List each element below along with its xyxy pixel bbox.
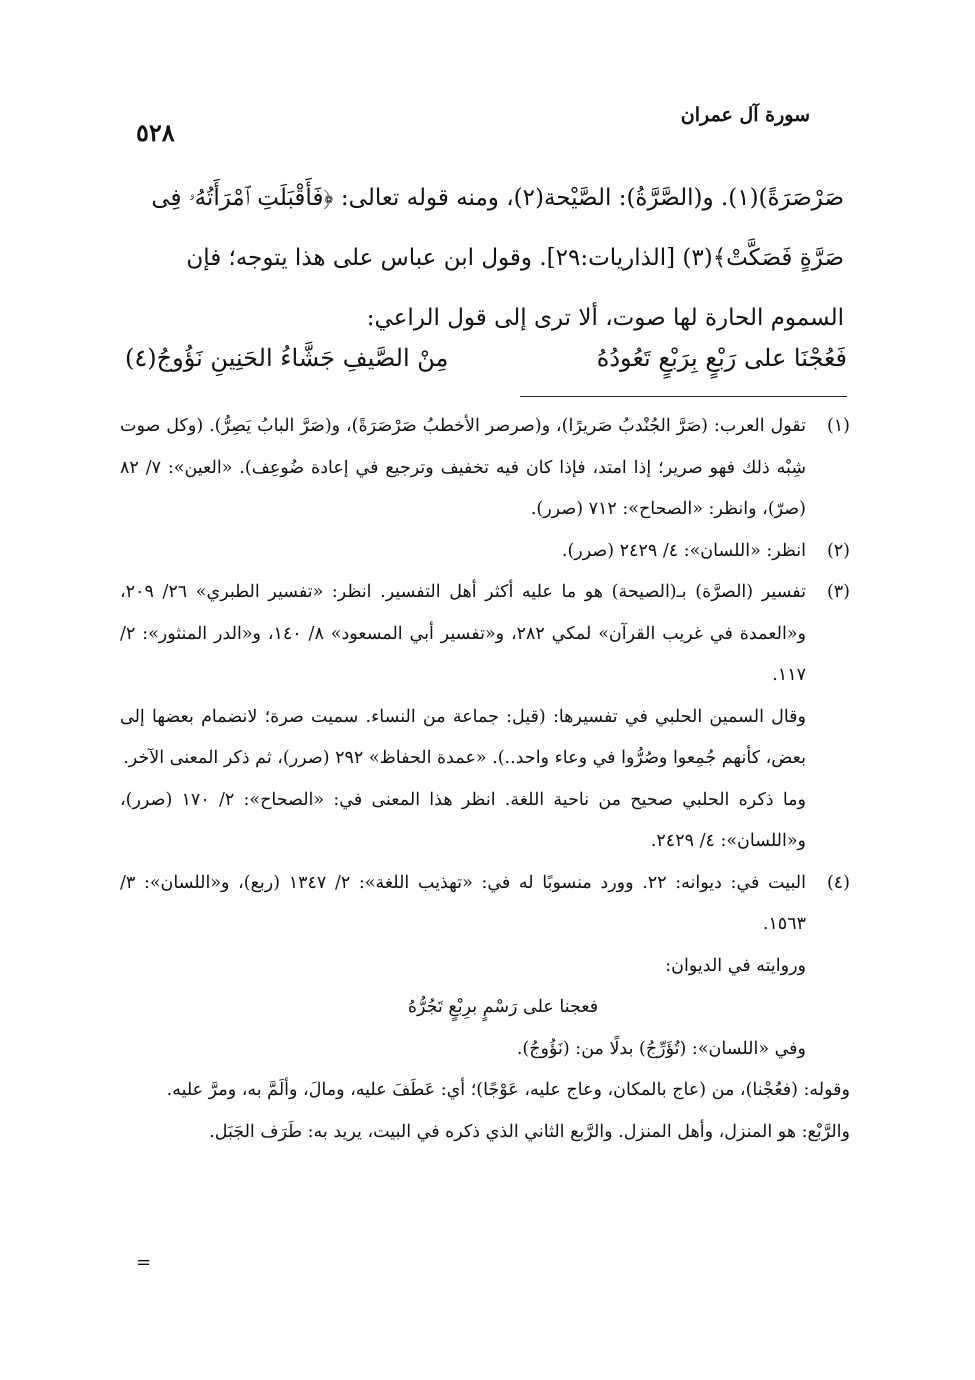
page-number: ٥٢٨: [136, 118, 175, 147]
footnote-number: (٤): [826, 872, 850, 893]
footnote-paragraph: انظر: «اللسان»: ٤/ ٢٤٢٩ (صرر).: [561, 540, 806, 561]
footnote-number: (٢): [826, 540, 850, 561]
footnote-paragraph: وفي «اللسان»: (تُؤَرِّجُ) بدلًا من: (نَؤُوجُ).: [516, 1038, 806, 1059]
verse-first-hemistich: فَعُجْنَا على رَبْعٍ بِرَبْعٍ تَعُودُهُ: [596, 344, 847, 372]
poetry-verse: [125, 338, 847, 378]
main-line: صَرْصَرَةً)(١). و(الصَّرَّةُ): الصَّيْحة(٢)، ومنه قوله تعالى: ﴿فَأَقْبَلَتِ ٱمْرَأَتُهُۥ فِى: [151, 185, 844, 211]
main-line: صَرَّةٍ فَصَكَّتْ﴾(٣) [الذاريات:٢٩]. وقول ابن عباس على هذا يتوجه؛ فإن: [186, 245, 844, 271]
footnote-paragraph: تفسير (الصرَّة) بـ(الصيحة) هو ما عليه أكثر أهل التفسير. انظر: «تفسير الطبري» ٢٦/ ٢٠٩، و«العمدة في غريب القرآن» لمكي ٢٨٢، و«تفسير أبي المسعود» ٨/ ١٤٠، و«الدر المنثور»: ٢/ ١١٧.: [120, 582, 807, 685]
footnote-3: [120, 572, 850, 863]
footnote-paragraph: وروايته في الديوان:: [665, 955, 806, 976]
footnotes-section: [120, 406, 850, 1153]
page-header-title: سورة آل عمران: [680, 104, 810, 126]
footnote-1: [120, 406, 850, 531]
footnote-paragraph: تقول العرب: (صَرَّ الجُنْدبُ صَريرًا)، و(صرصر الأخطبُ صَرْصَرَةً)، و(صَرَّ البابُ يَصِرُّ). (وكل صوت شِبْه ذلك فهو صرير؛ إذا امتد، فإذا كان فيه تخفيف وترجيع في إعادة ضُوعِف). «العين»: ٧/ ٨٢ (صرّ)، وانظر: «الصحاح»: ٧١٢ (صرر).: [120, 416, 806, 519]
footnote-2: [120, 531, 850, 573]
footnote-4: [120, 863, 850, 988]
footnote-verse: فعجنا على رَسْمٍ برِبْعٍ تَجُرُّهُ: [407, 997, 599, 1017]
main-text: [130, 168, 844, 348]
main-line: السموم الحارة لها صوت، ألا ترى إلى قول الراعي:: [366, 305, 844, 331]
footnote-separator: [520, 396, 847, 397]
footnote-paragraph: والرَّبْع: هو المنزل، وأهل المنزل. والرَّبع الثاني الذي ذكره في البيت، يريد به: طَرَف الجَبَل.: [209, 1121, 850, 1142]
footnote-number: (٣): [826, 582, 850, 602]
footnote-paragraph: البيت في: ديوانه: ٢٢. وورد منسوبًا له في: «تهذيب اللغة»: ٢/ ١٣٤٧ (ربع)، و«اللسان»: ٣/ ١٥٦٣.: [120, 872, 806, 934]
footnote-paragraph: وما ذكره الحلبي صحيح من ناحية اللغة. انظر هذا المعنى في: «الصحاح»: ٢/ ١٧٠ (صرر)، و«اللسان»: ٤/ ٢٤٢٩.: [120, 789, 806, 851]
footnote-paragraph: وقوله: (فعُجْنا)، من (عاج بالمكان، وعاج عليه، عَوْجًا)؛ أي: عَطَفَ عليه، ومالَ، وألَمَّ به، ومرَّ عليه.: [166, 1080, 850, 1100]
verse-second-hemistich: مِنْ الصَّيفِ جَشَّاءُ الحَنِينِ نَؤُوجُ(٤): [125, 344, 449, 372]
footnote-paragraph: وقال السمين الحلبي في تفسيرها: (قيل: جماعة من النساء. سميت صرة؛ لانضمام بعضها إلى بعض، كأنهم جُمِعوا وصُرُّوا في وعاء واحد..). «عمدة الحفاظ» ٢٩٢ (صرر)، ثم ذكر المعنى الآخر.: [120, 706, 806, 768]
continuation-mark: =: [136, 1252, 152, 1273]
footnote-number: (١): [826, 416, 850, 436]
